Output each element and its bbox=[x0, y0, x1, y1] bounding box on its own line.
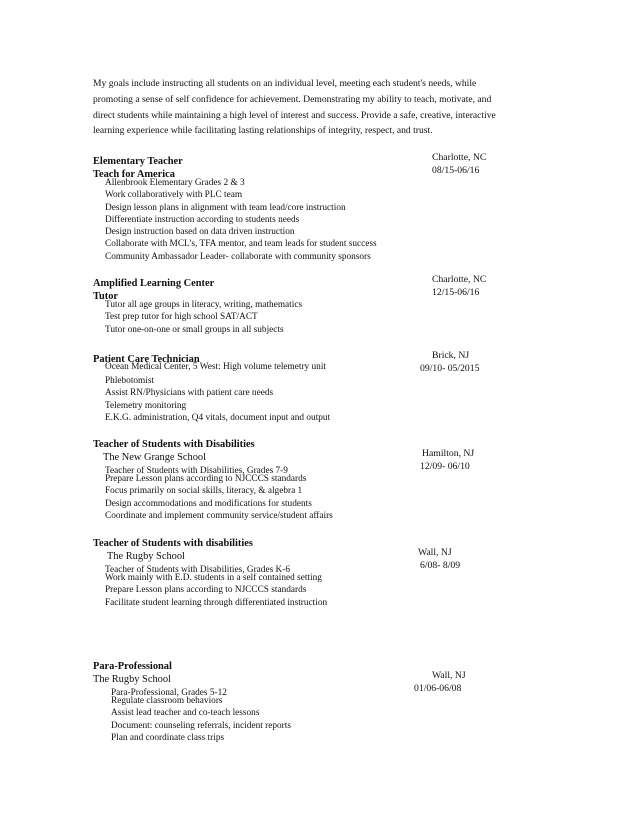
duty-item: Collaborate with MCL’s, TFA mentor, and team leads for student success bbox=[105, 239, 377, 250]
duty-item: Prepare Lesson plans according to NJCCCS standards bbox=[105, 474, 307, 484]
job-dates: 01/06-06/08 bbox=[414, 683, 462, 694]
job-amplified-learning-center bbox=[93, 273, 553, 336]
job-organization: The New Grange School bbox=[103, 452, 207, 463]
duty-item: Tutor all age groups in literacy, writing, mathematics bbox=[105, 300, 303, 310]
duty-item: Phlebotomist bbox=[105, 376, 155, 386]
job-role: Tutor bbox=[93, 291, 119, 302]
duty-item: Facilitate student learning through differentiated instruction bbox=[105, 597, 328, 608]
duty-item: Design accommodations and modifications for students bbox=[105, 498, 312, 509]
job-dates: 6/08- 8/09 bbox=[420, 560, 461, 571]
job-duties bbox=[93, 473, 553, 522]
duty-item: Assist RN/Physicians with patient care needs bbox=[105, 388, 274, 399]
duty-item: Community Ambassador Leader- collaborate with community sponsors bbox=[105, 251, 371, 262]
job-duties bbox=[93, 375, 553, 424]
job-position: Teacher of Students with Disabilities, Grades K-6 bbox=[105, 565, 290, 575]
duty-item: Work collaboratively with PLC team bbox=[105, 190, 243, 201]
duty-item: Work mainly with E.D. students in a self contained setting bbox=[105, 573, 322, 583]
job-title: Teacher of Students with Disabilities bbox=[93, 439, 255, 450]
job-position: Para-Professional, Grades 5-12 bbox=[111, 688, 227, 698]
job-location: Charlotte, NC bbox=[432, 274, 487, 285]
job-location: Brick, NJ bbox=[432, 350, 470, 361]
job-title: Amplified Learning Center bbox=[93, 278, 215, 289]
job-dates: 12/15-06/16 bbox=[432, 287, 480, 298]
objective-line: learning experience while facilitating lasting relationships of integrity, respect, and trust. bbox=[93, 125, 433, 137]
job-location: Hamilton, NJ bbox=[422, 448, 475, 459]
job-location: Wall, NJ bbox=[418, 547, 452, 558]
duty-item: Tutor one-on-one or small groups in all subjects bbox=[105, 324, 284, 335]
job-organization: The Rugby School bbox=[107, 551, 185, 562]
job-elementary-teacher bbox=[93, 151, 553, 263]
duty-item: Test prep tutor for high school SAT/ACT bbox=[105, 312, 258, 323]
duty-item: Allenbrook Elementary Grades 2 & 3 bbox=[105, 178, 245, 188]
duty-item: Telemetry monitoring bbox=[105, 400, 187, 411]
objective-line: My goals include instructing all students on an individual level, meeting each student's needs, while bbox=[93, 78, 477, 89]
job-position: Teacher of Students with Disabilities, Grades 7-9 bbox=[105, 466, 288, 476]
objective-paragraph bbox=[93, 76, 543, 139]
duty-item: E.K.G. administration, Q4 vitals, document input and output bbox=[105, 412, 331, 423]
job-location: Wall, NJ bbox=[432, 670, 466, 681]
job-title: Para-Professional bbox=[93, 661, 172, 672]
job-duties bbox=[93, 572, 553, 609]
job-duties bbox=[93, 299, 553, 336]
job-title: Elementary Teacher bbox=[93, 156, 183, 167]
duty-item: Focus primarily on social skills, literacy, & algebra 1 bbox=[105, 486, 303, 497]
job-organization: The Rugby School bbox=[93, 674, 171, 685]
duty-item: Regulate classroom behaviors bbox=[111, 696, 223, 706]
duty-item: Design lesson plans in alignment with team lead/core instruction bbox=[105, 202, 346, 213]
job-patient-care-technician bbox=[93, 349, 553, 424]
job-title: Patient Care Technician bbox=[93, 354, 200, 365]
job-location: Charlotte, NC bbox=[432, 152, 487, 163]
job-rugby-teacher bbox=[93, 533, 553, 609]
job-organization: Teach for America bbox=[93, 169, 175, 180]
objective-line: promoting a sense of self confidence for achievement. Demonstrating my ability to teach, motivate, and bbox=[93, 93, 492, 105]
duty-item: Assist lead teacher and co-teach lessons bbox=[111, 708, 260, 719]
duty-item: Coordinate and implement community service/student affairs bbox=[105, 510, 333, 521]
duty-item: Design instruction based on data driven instruction bbox=[105, 227, 295, 238]
duty-item: Prepare Lesson plans according to NJCCCS standards bbox=[105, 585, 307, 596]
job-title: Teacher of Students with disabilities bbox=[93, 538, 253, 549]
duty-item: Document: counseling referrals, incident reports bbox=[111, 720, 291, 731]
objective-line: direct students while maintaining a high level of interest and success. Provide a safe, creative, interactive bbox=[93, 109, 496, 121]
job-dates: 09/10- 05/2015 bbox=[420, 363, 480, 374]
job-dates: 08/15-06/16 bbox=[432, 165, 480, 176]
job-para-professional bbox=[93, 656, 553, 744]
duty-item: Plan and coordinate class trips bbox=[111, 732, 225, 743]
job-duties bbox=[93, 177, 553, 263]
job-new-grange-teacher bbox=[93, 434, 553, 522]
job-dates: 12/09- 06/10 bbox=[420, 461, 470, 472]
job-organization: Ocean Medical Center, 5 West: High volume telemetry unit bbox=[105, 362, 326, 372]
duty-item: Differentiate instruction according to students needs bbox=[105, 214, 300, 225]
job-duties bbox=[93, 695, 553, 744]
